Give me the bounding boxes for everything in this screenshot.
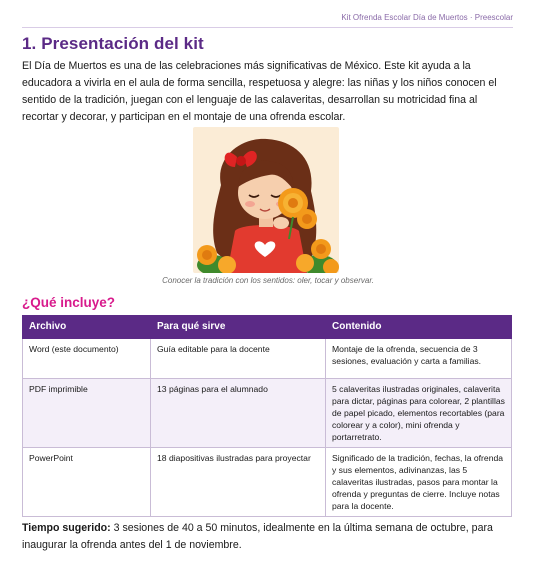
hands (273, 217, 289, 229)
header-contenido: Contenido (326, 316, 512, 339)
figure-caption: Conocer la tradición con los sentidos: oler, tocar y observar. (162, 276, 374, 285)
header-para: Para qué sirve (151, 316, 326, 339)
left-cheek (245, 201, 255, 207)
includes-title: ¿Qué incluye? (22, 295, 116, 310)
table-row (23, 339, 512, 379)
table-row (23, 379, 512, 448)
cell-contenido: Montaje de la ofrenda, secuencia de 3 sesiones, evaluación y carta a familias. (326, 339, 512, 379)
suggested-time-text: 3 sesiones de 40 a 50 minutos, idealmente en la última semana de octubre, para inaugurar la ofrenda antes del 1 de noviembre. (22, 522, 493, 551)
cell-archivo: PowerPoint (23, 448, 151, 517)
illustration-svg (193, 127, 339, 273)
suggested-time (22, 520, 514, 554)
cell-archivo: Word (este documento) (23, 339, 151, 379)
cell-para: 13 páginas para el alumnado (151, 379, 326, 448)
illustration-girl-marigolds (193, 127, 339, 273)
running-header: Kit Ofrenda Escolar Día de Muertos · Preescolar (22, 13, 513, 28)
cell-para: Guía editable para la docente (151, 339, 326, 379)
header-archivo: Archivo (23, 316, 151, 339)
cell-archivo: PDF imprimible (23, 379, 151, 448)
section-title: 1. Presentación del kit (22, 34, 204, 53)
cell-contenido: Significado de la tradición, fechas, la ofrenda y sus elementos, adivinanzas, las 5 calaveritas ilustradas, pasos para montar la ofrenda y preguntas de cierre. Incluye notas para la docente. (326, 448, 512, 517)
cell-contenido: 5 calaveritas ilustradas originales, calaverita para dictar, páginas para colorear, 2 plantillas de papel picado, elementos recortables (para colorear y a color), mini ofrenda y portarretrato. (326, 379, 512, 448)
bow-knot (236, 156, 246, 166)
table-row (23, 448, 512, 517)
table-header-row (23, 316, 512, 339)
suggested-time-label: Tiempo sugerido: (22, 522, 111, 534)
includes-table (22, 315, 512, 517)
cell-para: 18 diapositivas ilustradas para proyectar (151, 448, 326, 517)
intro-paragraph: El Día de Muertos es una de las celebraciones más significativas de México. Este kit ayuda a la educadora a vivirla en el aula de forma sencilla, respetuosa y alegre: las niñas y los niños conocen el sentido de la tradición, juegan con el lenguaje de las calaveritas, desarrollan su motricidad fina al recortar y decorar, y participan en el montaje de una ofrenda escolar. (22, 60, 497, 123)
